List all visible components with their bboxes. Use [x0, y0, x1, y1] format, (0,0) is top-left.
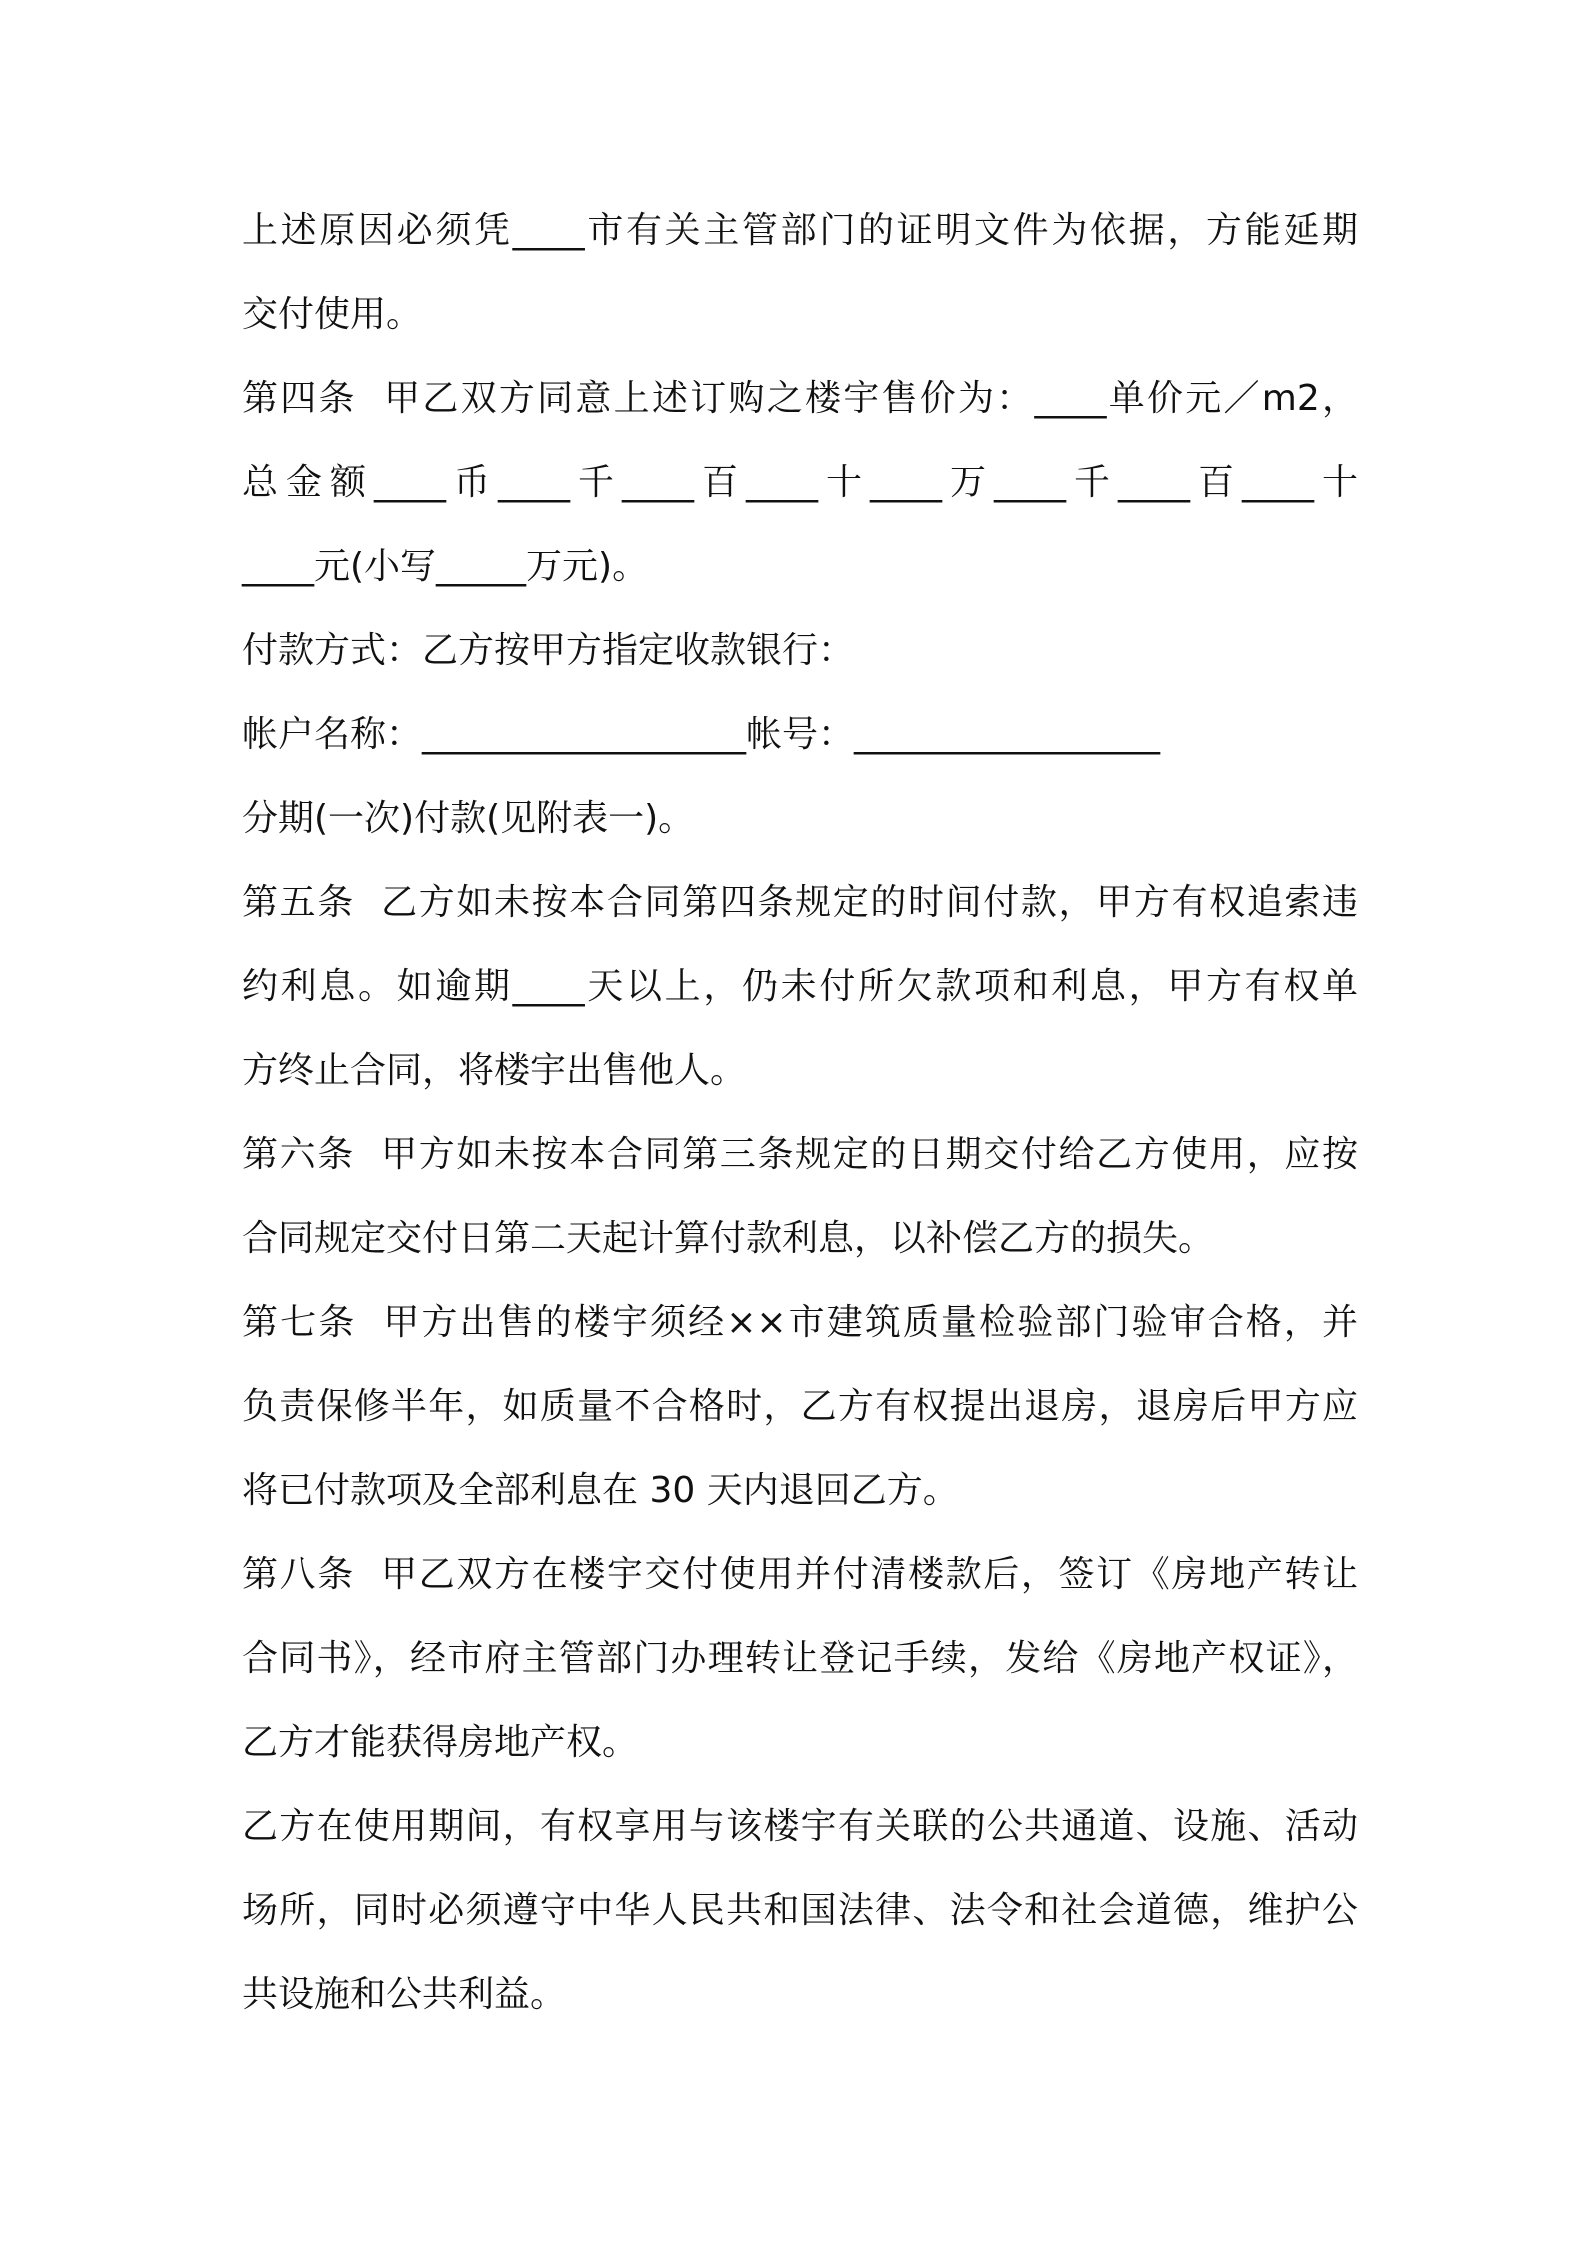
document-line: ____元(小写_____万元)。 [242, 546, 649, 587]
document-line: 付款方式：乙方按甲方指定收款银行： [242, 630, 855, 671]
document-line: 分期(一次)付款(见附表一)。 [242, 798, 695, 839]
document-line: 第七条 甲方出售的楼宇须经××市建筑质量检验部门验审合格，并 [242, 1302, 1358, 1343]
document-line: 约利息。如逾期____天以上，仍未付所欠款项和利息，甲方有权单 [242, 966, 1358, 1007]
document-line: 总金额____币____千____百____十____万____千____百____十 [242, 462, 1358, 503]
document-line: 帐户名称：__________________帐号：_________________ [242, 714, 1161, 755]
document-line: 合同书》，经市府主管部门办理转让登记手续，发给《房地产权证》， [242, 1638, 1358, 1679]
document-line: 第四条 甲乙双方同意上述订购之楼宇售价为：____单价元／m2， [242, 378, 1358, 419]
document-line: 合同规定交付日第二天起计算付款利息，以补偿乙方的损失。 [242, 1218, 1215, 1259]
document-line: 方终止合同，将楼宇出售他人。 [242, 1050, 747, 1091]
document-line: 上述原因必须凭____市有关主管部门的证明文件为依据，方能延期 [242, 210, 1358, 251]
document-line: 将已付款项及全部利息在 30 天内退回乙方。 [242, 1470, 959, 1511]
document-line: 第八条 甲乙双方在楼宇交付使用并付清楼款后，签订《房地产转让 [242, 1554, 1358, 1595]
document-line: 第六条 甲方如未按本合同第三条规定的日期交付给乙方使用，应按 [242, 1134, 1358, 1175]
document-line: 乙方在使用期间，有权享用与该楼宇有关联的公共通道、设施、活动 [242, 1806, 1358, 1847]
document-line: 交付使用。 [242, 294, 423, 335]
document-line: 共设施和公共利益。 [242, 1974, 567, 2015]
document-line: 负责保修半年，如质量不合格时，乙方有权提出退房，退房后甲方应 [242, 1386, 1358, 1427]
document-line: 场所，同时必须遵守中华人民共和国法律、法令和社会道德，维护公 [242, 1890, 1358, 1931]
document-line: 第五条 乙方如未按本合同第四条规定的时间付款，甲方有权追索违 [242, 882, 1358, 923]
document-body [242, 189, 1358, 2037]
document-line: 乙方才能获得房地产权。 [242, 1722, 639, 1763]
